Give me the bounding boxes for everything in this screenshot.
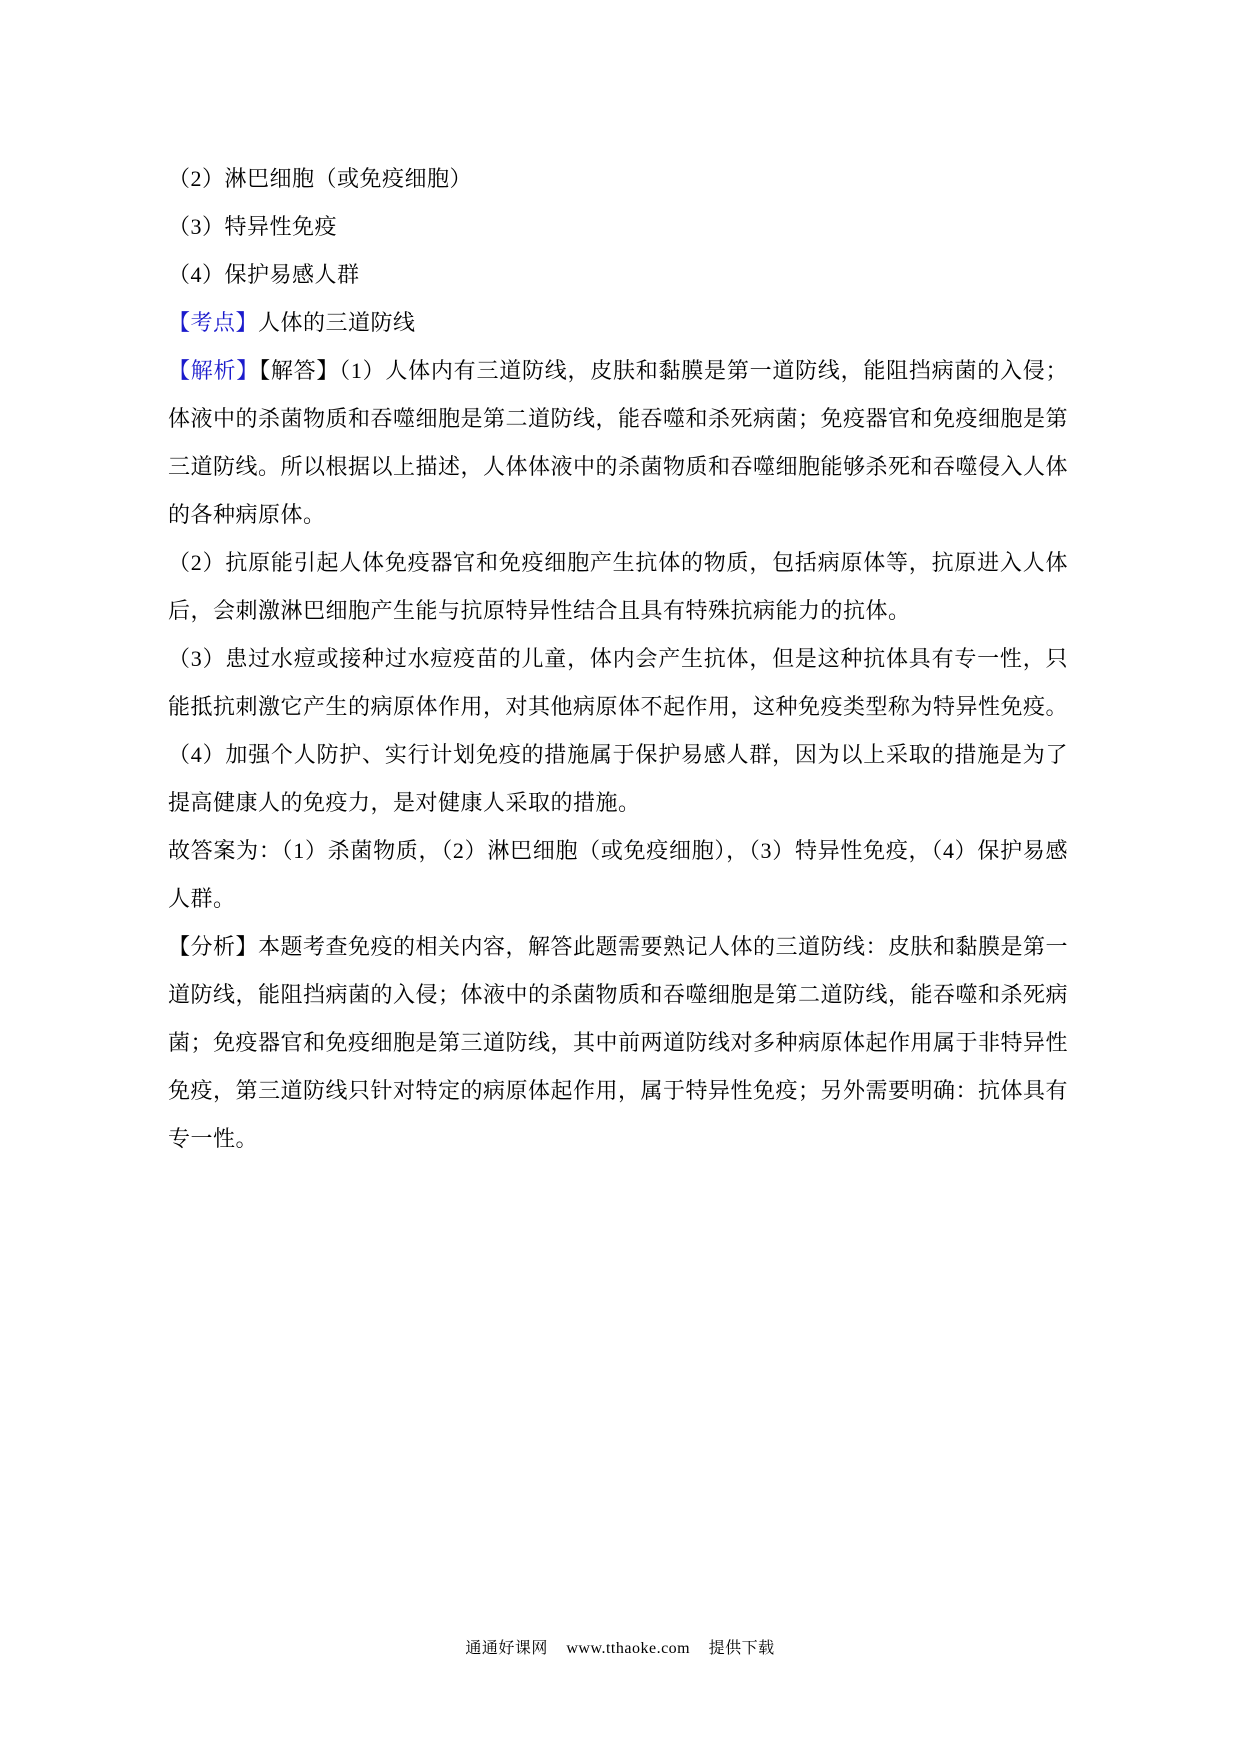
text-segment: （2）淋巴细胞（或免疫细胞）: [168, 166, 473, 191]
keyword-label: 【考点】: [168, 310, 259, 335]
footer-download-note: 提供下载: [708, 1640, 775, 1657]
text-segment: 【解答】（1）人体内有三道防线，皮肤和黏膜是第一道防线，能阻挡病菌的入侵；体液中的杀菌物质和吞噬细胞是第二道防线，能吞噬和杀死病菌；免疫器官和免疫细胞是第三道防线。所以根据以上描述，人体体液中的杀菌物质和吞噬细胞能够杀死和吞噬侵入人体的各种病原体。: [168, 358, 1069, 527]
text-segment: （2）抗原能引起人体免疫器官和免疫细胞产生抗体的物质，包括病原体等，抗原进入人体后，会刺激淋巴细胞产生能与抗原特异性结合且具有特殊抗病能力的抗体。: [168, 550, 1068, 623]
paragraph: [168, 203, 1068, 251]
text-segment: 【分析】本题考查免疫的相关内容，解答此题需要熟记人体的三道防线：皮肤和黏膜是第一道防线，能阻挡病菌的入侵；体液中的杀菌物质和吞噬细胞是第二道防线，能吞噬和杀死病菌；免疫器官和免疫细胞是第三道防线，其中前两道防线对多种病原体起作用属于非特异性免疫，第三道防线只针对特定的病原体起作用，属于特异性免疫；另外需要明确：抗体具有专一性。: [168, 934, 1069, 1151]
page-footer: [0, 1638, 1240, 1660]
paragraph: [168, 539, 1068, 635]
paragraph: [168, 347, 1068, 539]
keyword-label: 【解析】: [168, 358, 260, 383]
document-body: [168, 155, 1068, 1163]
text-segment: 人体的三道防线: [258, 310, 416, 335]
text-segment: （4）加强个人防护、实行计划免疫的措施属于保护易感人群，因为以上采取的措施是为了提高健康人的免疫力，是对健康人采取的措施。: [168, 742, 1068, 815]
footer-site-url: www.tthaoke.com: [566, 1640, 691, 1657]
paragraph: [168, 731, 1068, 827]
text-segment: 故答案为：（1）杀菌物质，（2）淋巴细胞（或免疫细胞），（3）特异性免疫，（4）保护易感人群。: [168, 838, 1068, 911]
paragraph: [168, 299, 1068, 347]
paragraph: [168, 155, 1068, 203]
paragraph: [168, 251, 1068, 299]
text-segment: （3）特异性免疫: [168, 214, 338, 239]
paragraph: [168, 827, 1068, 923]
paragraph: [168, 635, 1068, 731]
text-segment: （3）患过水痘或接种过水痘疫苗的儿童，体内会产生抗体，但是这种抗体具有专一性，只能抵抗刺激它产生的病原体作用，对其他病原体不起作用，这种免疫类型称为特异性免疫。: [168, 646, 1069, 719]
paragraph: [168, 923, 1068, 1163]
footer-site-name: 通通好课网: [465, 1640, 548, 1657]
text-segment: （4）保护易感人群: [168, 262, 360, 287]
